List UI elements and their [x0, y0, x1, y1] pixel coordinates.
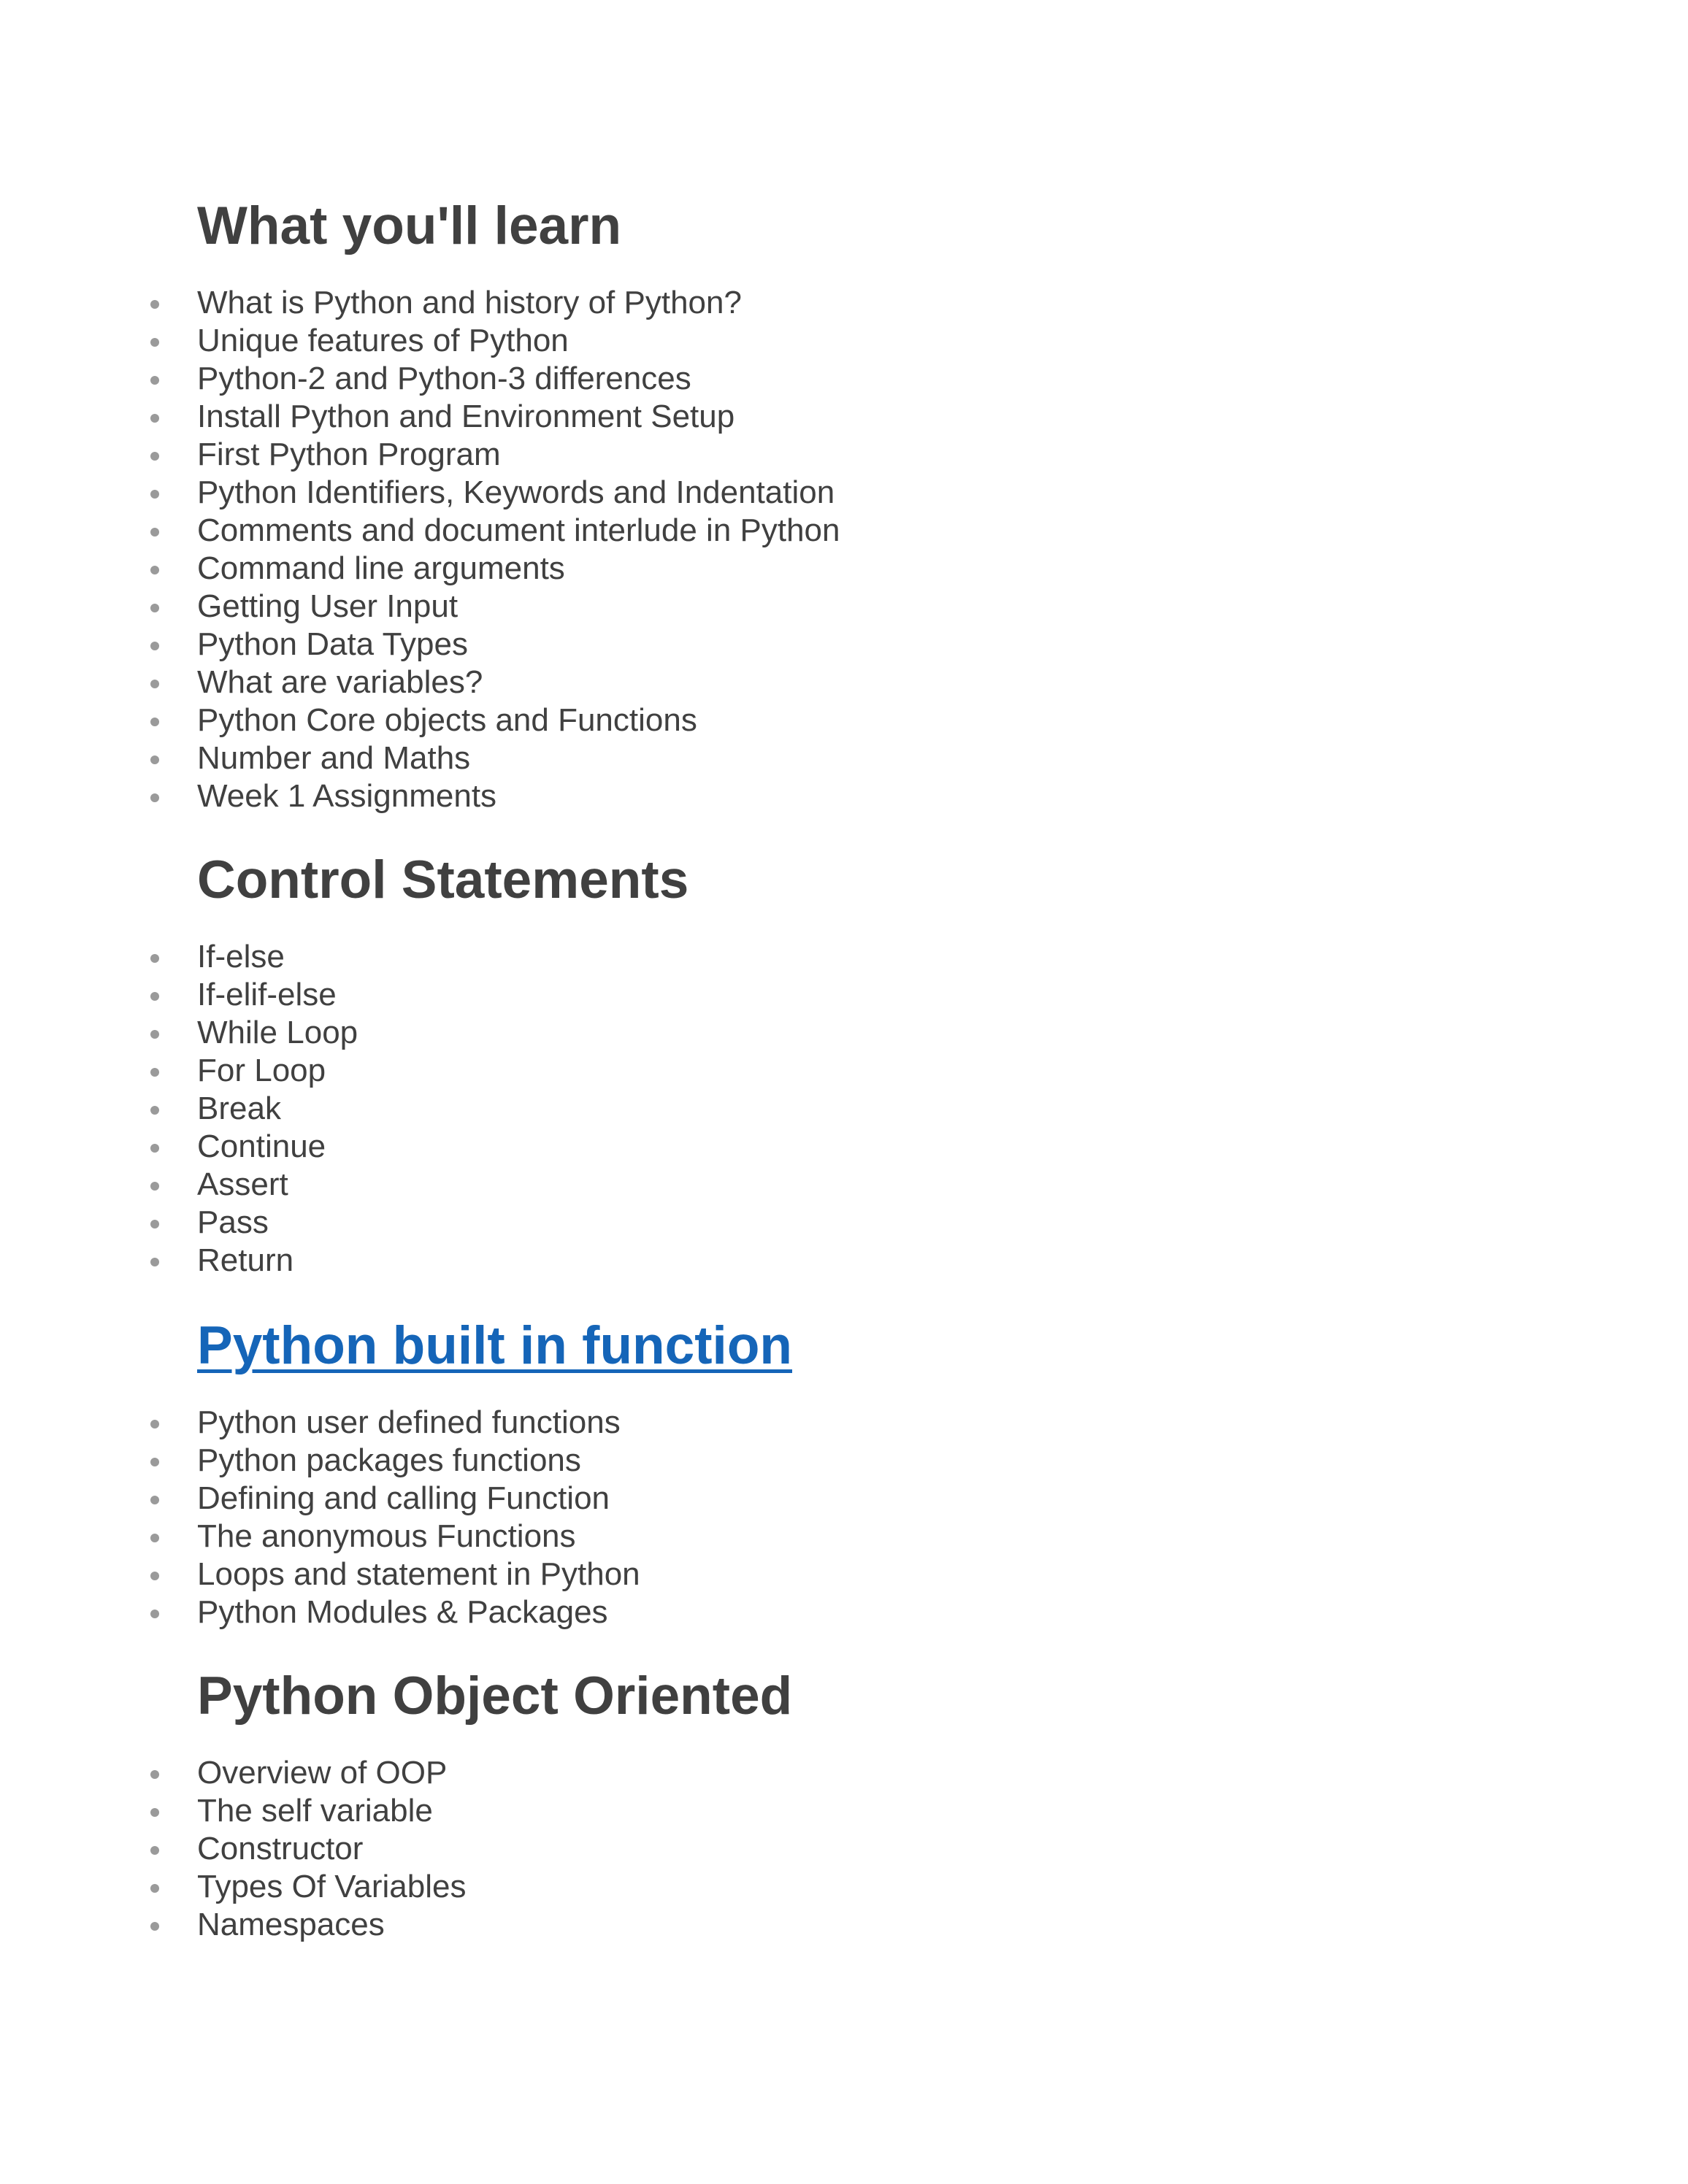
bullet-icon [150, 300, 159, 309]
list-item: Command line arguments [0, 550, 840, 588]
bullet-list [0, 1404, 640, 1631]
bullet-icon [150, 1030, 159, 1039]
bullet-icon [150, 642, 159, 650]
bullet-icon [150, 414, 159, 423]
list-item: Python user defined functions [0, 1404, 640, 1442]
list-item: Week 1 Assignments [0, 777, 840, 815]
list-item: Install Python and Environment Setup [0, 398, 840, 436]
bullet-icon [150, 1068, 159, 1077]
list-item: Namespaces [0, 1906, 466, 1944]
list-item: Pass [0, 1204, 358, 1242]
bullet-icon [150, 1884, 159, 1893]
bullet-icon [150, 1496, 159, 1504]
list-item: If-else [0, 938, 358, 976]
list-item: Python-2 and Python-3 differences [0, 360, 840, 398]
bullet-icon [150, 1420, 159, 1429]
bullet-icon [150, 1846, 159, 1855]
bullet-icon [150, 452, 159, 461]
list-item: Overview of OOP [0, 1754, 466, 1792]
bullet-icon [150, 490, 159, 499]
list-item: Return [0, 1242, 358, 1280]
bullet-icon [150, 1770, 159, 1779]
list-item: Python Identifiers, Keywords and Indentation [0, 474, 840, 512]
list-item: What is Python and history of Python? [0, 284, 840, 322]
list-item: Python Core objects and Functions [0, 701, 840, 739]
list-item: Comments and document interlude in Python [0, 512, 840, 550]
bullet-icon [150, 755, 159, 764]
list-item: Python Data Types [0, 626, 840, 664]
bullet-icon [150, 1258, 159, 1266]
bullet-icon [150, 604, 159, 612]
section-heading: What you'll learn [197, 196, 622, 255]
bullet-list [0, 938, 358, 1280]
bullet-icon [150, 376, 159, 385]
bullet-icon [150, 1182, 159, 1191]
list-item: Continue [0, 1128, 358, 1166]
list-item: Break [0, 1090, 358, 1128]
list-item: Assert [0, 1166, 358, 1204]
list-item: Types Of Variables [0, 1868, 466, 1906]
bullet-icon [150, 1106, 159, 1115]
bullet-icon [150, 992, 159, 1001]
list-item: The anonymous Functions [0, 1518, 640, 1556]
list-item: If-elif-else [0, 976, 358, 1014]
list-item: Python Modules & Packages [0, 1593, 640, 1631]
bullet-icon [150, 528, 159, 537]
bullet-icon [150, 1458, 159, 1466]
bullet-list [0, 284, 840, 815]
bullet-icon [150, 1144, 159, 1153]
bullet-icon [150, 954, 159, 963]
section-heading: Control Statements [197, 850, 689, 910]
bullet-icon [150, 1610, 159, 1618]
bullet-icon [150, 680, 159, 688]
bullet-icon [150, 1572, 159, 1580]
list-item: Python packages functions [0, 1442, 640, 1480]
bullet-icon [150, 1808, 159, 1817]
list-item: Constructor [0, 1830, 466, 1868]
bullet-icon [150, 1220, 159, 1228]
bullet-icon [150, 338, 159, 347]
bullet-icon [150, 793, 159, 802]
bullet-list [0, 1754, 466, 1944]
list-item: Getting User Input [0, 588, 840, 626]
bullet-icon [150, 1534, 159, 1542]
list-item: First Python Program [0, 436, 840, 474]
list-item: The self variable [0, 1792, 466, 1830]
section-heading: Python Object Oriented [197, 1666, 793, 1726]
list-item: While Loop [0, 1014, 358, 1052]
list-item: Unique features of Python [0, 322, 840, 360]
section-heading-link[interactable]: Python built in function [197, 1316, 793, 1375]
bullet-icon [150, 1922, 159, 1931]
list-item: For Loop [0, 1052, 358, 1090]
list-item: Number and Maths [0, 739, 840, 777]
list-item: Defining and calling Function [0, 1480, 640, 1518]
list-item: Loops and statement in Python [0, 1556, 640, 1593]
bullet-icon [150, 718, 159, 726]
bullet-icon [150, 566, 159, 574]
list-item: What are variables? [0, 664, 840, 701]
